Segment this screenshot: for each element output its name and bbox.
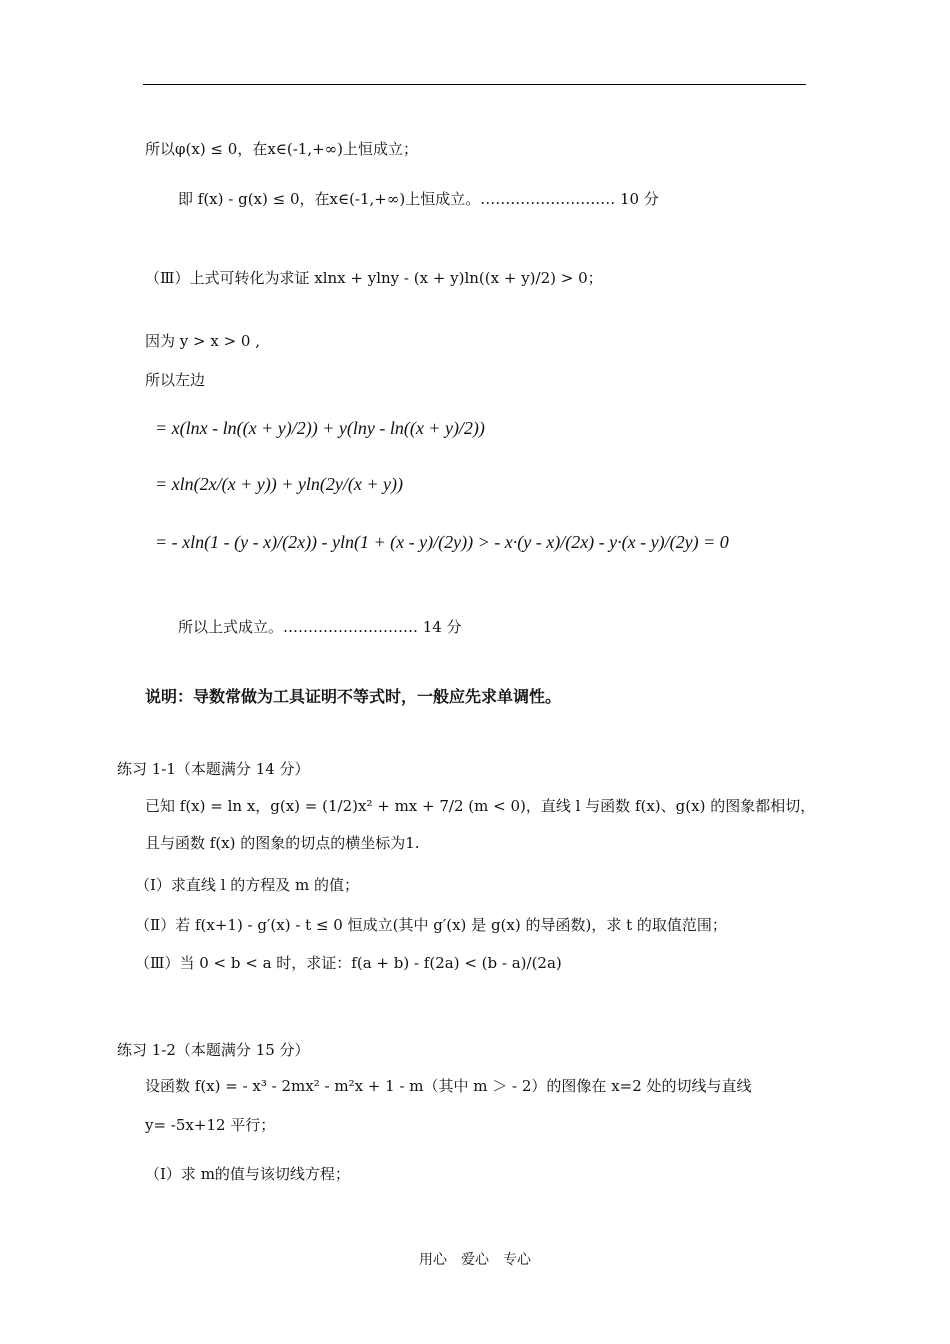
text-line-5: 所以左边 xyxy=(145,371,206,389)
formula-line-1: = x(lnx - ln((x + y)/2)) + y(lny - ln((x + y)/2)) xyxy=(155,418,485,438)
text-line-1: 所以φ(x) ≤ 0，在x∈(-1,+∞)上恒成立； xyxy=(145,140,419,158)
exercise-1-2-heading: 练习 1-2（本题满分 15 分） xyxy=(117,1041,310,1059)
text-line-20: （Ⅰ）求 m的值与该切线方程； xyxy=(145,1165,350,1183)
text-line-12: 已知 f(x) = ln x，g(x) = (1/2)x² + mx + 7/2 (m < 0)，直线 l 与函数 f(x)、g(x) 的图象都相切， xyxy=(145,797,816,815)
formula-line-2: = xln(2x/(x + y)) + yln(2y/(x + y)) xyxy=(155,474,403,494)
text-line-14: （Ⅰ）求直线 l 的方程及 m 的值； xyxy=(135,876,360,894)
page-footer: 用心 爱心 专心 xyxy=(419,1252,531,1268)
header-rule xyxy=(143,84,806,85)
text-line-13: 且与函数 f(x) 的图象的切点的横坐标为1. xyxy=(145,834,420,852)
text-line-19: y= -5x+12 平行； xyxy=(145,1116,276,1134)
text-line-3: （Ⅲ）上式可转化为求证 xlnx + ylny - (x + y)ln((x + y)/2) > 0； xyxy=(145,269,603,287)
exercise-1-1-heading: 练习 1-1（本题满分 14 分） xyxy=(117,760,310,778)
text-line-4: 因为 y > x > 0 , xyxy=(145,332,260,350)
text-line-15: （Ⅱ）若 f(x+1) - g′(x) - t ≤ 0 恒成立(其中 g′(x) 是 g(x) 的导函数)，求 t 的取值范围； xyxy=(135,916,727,934)
text-line-18: 设函数 f(x) = - x³ - 2mx² - m²x + 1 - m（其中 m ＞ - 2）的图像在 x=2 处的切线与直线 xyxy=(145,1077,752,1095)
text-line-16: （Ⅲ）当 0 < b < a 时，求证：f(a + b) - f(2a) < (b - a)/(2a) xyxy=(135,954,562,972)
note-line: 说明：导数常做为工具证明不等式时，一般应先求单调性。 xyxy=(145,687,562,706)
formula-line-3: = - xln(1 - (y - x)/(2x)) - yln(1 + (x - y)/(2y)) > - x·(y - x)/(2x) - y·(x - y)/(2y) = 0 xyxy=(155,532,729,552)
text-line-9: 所以上式成立。……………………… 14 分 xyxy=(178,618,462,636)
text-line-2: 即 f(x) - g(x) ≤ 0，在x∈(-1,+∞)上恒成立。……………………… 10 分 xyxy=(178,190,659,208)
